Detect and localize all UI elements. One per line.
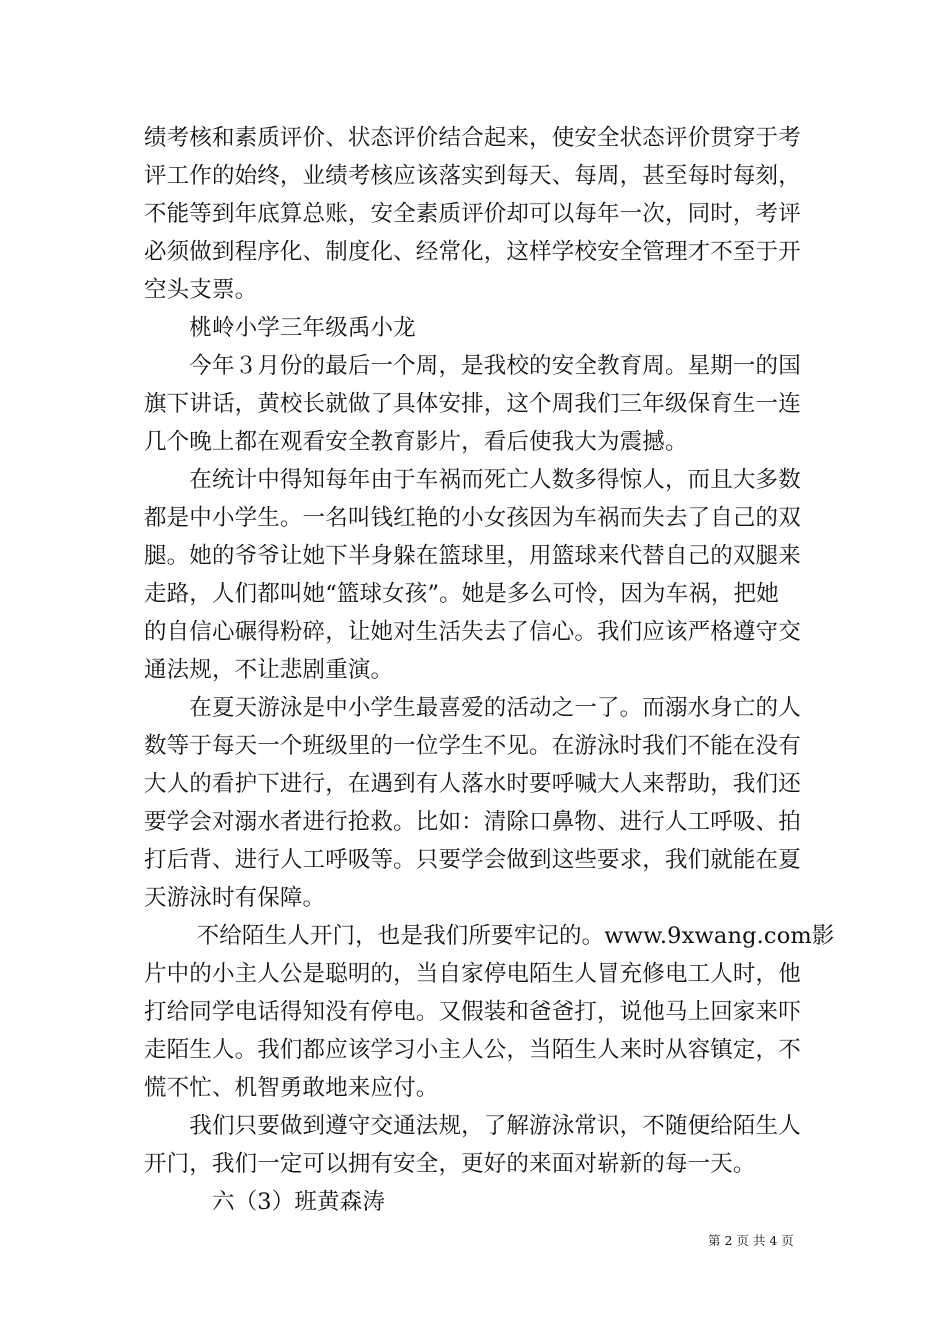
text-line: 必须做到程序化、制度化、经常化，这样学校安全管理才不至于开 (144, 239, 801, 265)
text-line: 慌不忙、机智勇敢地来应付。 (144, 1075, 439, 1101)
text-line: 打后背、进行人工呼吸等。只要学会做到这些要求，我们就能在夏 (144, 847, 801, 873)
text-line: 数等于每天一个班级里的一位学生不见。在游泳时我们不能在没有 (144, 733, 801, 759)
author-line: 桃岭小学三年级禹小龙 (144, 315, 416, 341)
text-line: 旗下讲话，黄校长就做了具体安排，这个周我们三年级保育生一连 (144, 391, 801, 417)
text-line: 我们只要做到遵守交通法规，了解游泳常识，不随便给陌生人 (144, 1113, 801, 1139)
text-line: 在统计中得知每年由于车祸而死亡人数多得惊人，而且大多数 (144, 467, 801, 493)
text-line: 天游泳时有保障。 (144, 885, 326, 911)
text-line: 空头支票。 (144, 277, 258, 303)
author-line: 六（3）班黄森涛 (144, 1189, 385, 1215)
text-line: 要学会对溺水者进行抢救。比如：清除口鼻物、进行人工呼吸、拍 (144, 809, 801, 835)
text-line: 评工作的始终，业绩考核应该落实到每天、每周，甚至每时每刻， (144, 163, 801, 189)
text-line: 走路，人们都叫她“篮球女孩”。她是多么可怜，因为车祸，把她 (144, 581, 779, 607)
text-line: 走陌生人。我们都应该学习小主人公，当陌生人来时从容镇定，不 (144, 1037, 801, 1063)
text-line: 绩考核和素质评价、状态评价结合起来，使安全状态评价贯穿于考 (144, 125, 801, 151)
text-line: 打给同学电话得知没有停电。又假装和爸爸打，说他马上回家来吓 (144, 999, 801, 1025)
text-line: 在夏天游泳是中小学生最喜爱的活动之一了。而溺水身亡的人 (144, 695, 801, 721)
text-line: 今年３月份的最后一个周，是我校的安全教育周。星期一的国 (144, 353, 801, 379)
text-line: 的自信心碾得粉碎，让她对生活失去了信心。我们应该严格遵守交 (144, 619, 801, 645)
text-line: 腿。她的爷爷让她下半身躲在篮球里，用篮球来代替自己的双腿来 (144, 543, 801, 569)
text-line: 不给陌生人开门，也是我们所要牢记的。www.9xwang.com影 (144, 923, 835, 949)
text-line: 都是中小学生。一名叫钱红艳的小女孩因为车祸而失去了自己的双 (144, 505, 801, 531)
text-line: 片中的小主人公是聪明的，当自家停电陌生人冒充修电工人时，他 (144, 961, 801, 987)
text-line: 通法规，不让悲剧重演。 (144, 657, 394, 683)
page-number: 第 2 页 共 4 页 (708, 1233, 794, 1248)
text-line: 几个晚上都在观看安全教育影片，看后使我大为震撼。 (144, 429, 688, 455)
text-line: 大人的看护下进行，在遇到有人落水时要呼喊大人来帮助，我们还 (144, 771, 801, 797)
text-line: 不能等到年底算总账，安全素质评价却可以每年一次，同时，考评 (144, 201, 801, 227)
text-line: 开门，我们一定可以拥有安全，更好的来面对崭新的每一天。 (144, 1151, 756, 1177)
